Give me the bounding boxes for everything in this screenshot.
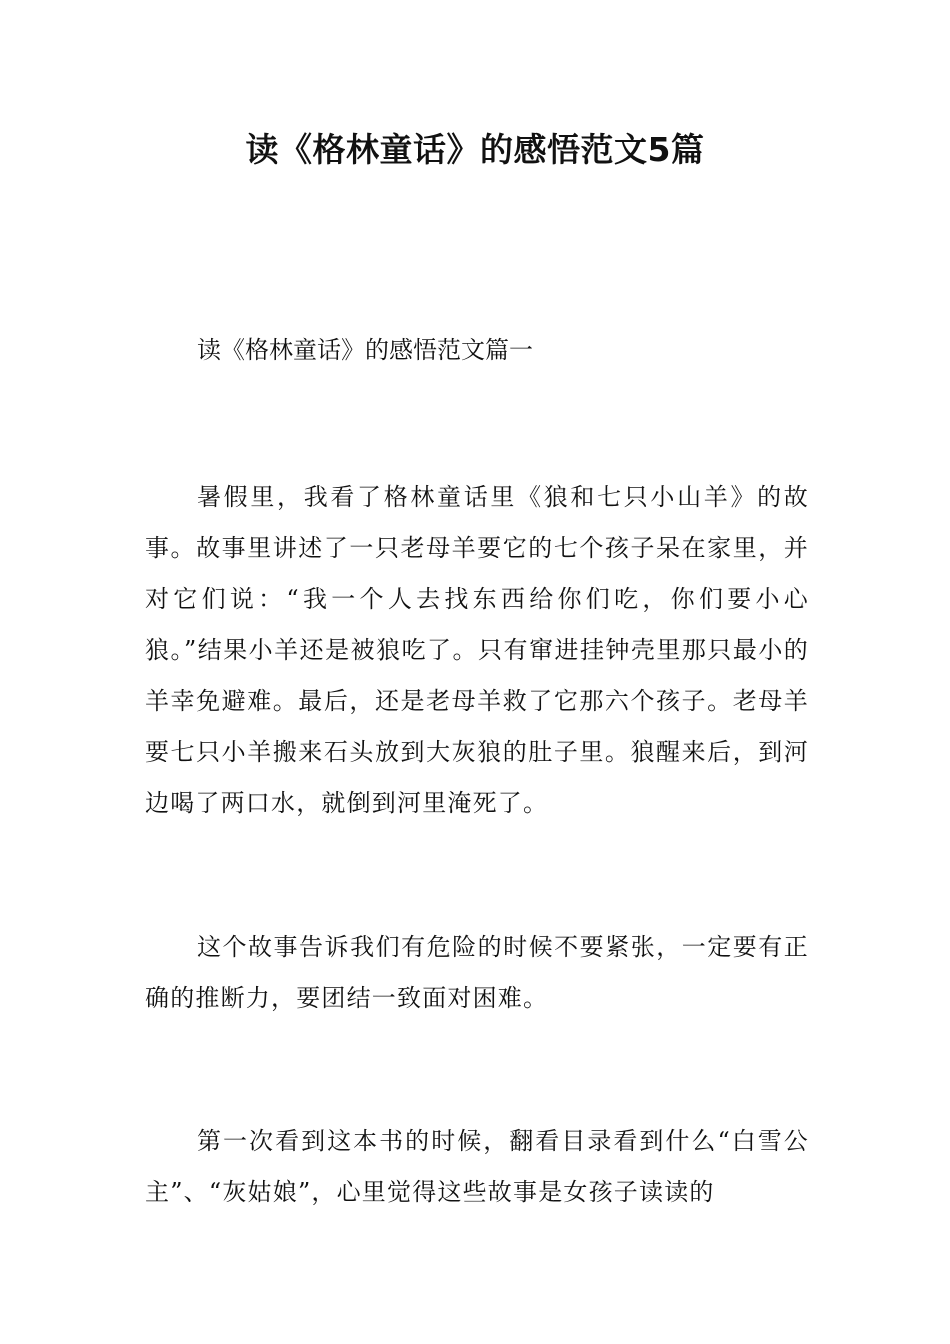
page-title: 读《格林童话》的感悟范文5篇 [245,130,705,169]
section-heading: 读《格林童话》的感悟范文篇一 [197,336,533,364]
paragraph-3: 第一次看到这本书的时候，翻看目录看到什么“白雪公主”、“灰姑娘”，心里觉得这些故事是女孩子读读的 [145,1127,809,1206]
paragraph-2: 这个故事告诉我们有危险的时候不要紧张，一定要有正确的推断力，要团结一致面对困难。 [145,933,809,1012]
paragraph-1: 暑假里，我看了格林童话里《狼和七只小山羊》的故事。故事里讲述了一只老母羊要它的七个孩子呆在家里，并对它们说：“我一个人去找东西给你们吃，你们要小心狼。”结果小羊还是被狼吃了。只有窜进挂钟壳里那只最小的羊幸免避难。最后，还是老母羊救了它那六个孩子。老母羊要七只小羊搬来石头放到大灰狼的肚子里。狼醒来后，到河边喝了两口水，就倒到河里淹死了。 [145,483,809,817]
